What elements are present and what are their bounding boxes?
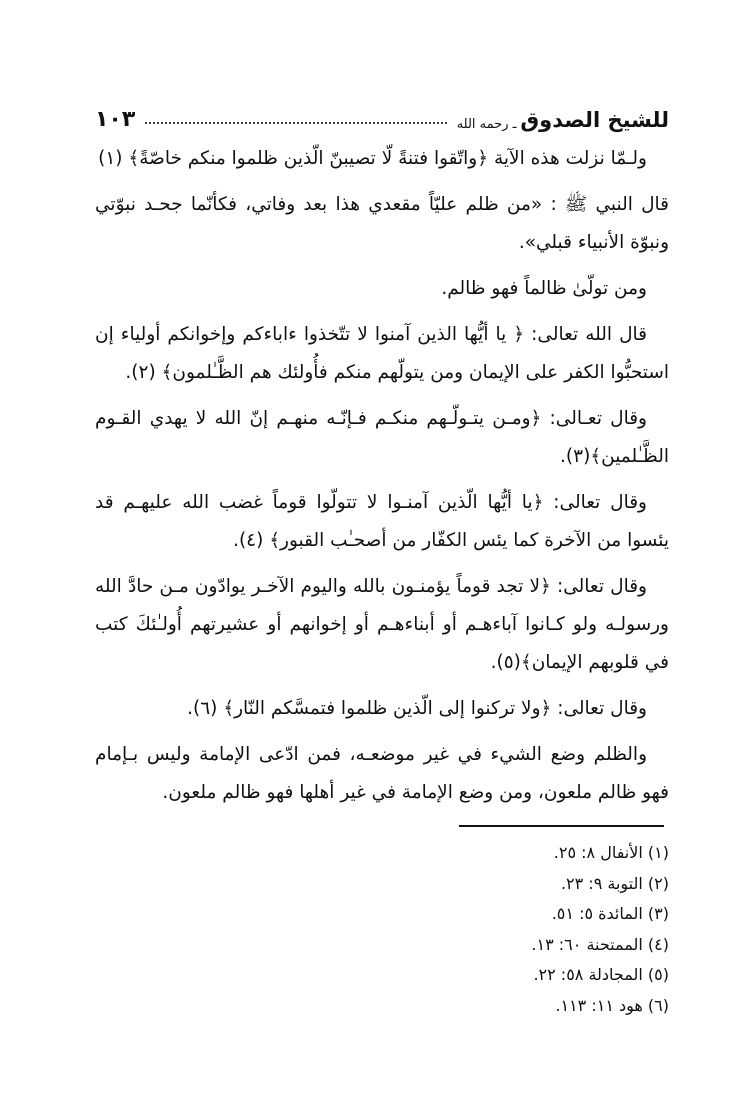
main-text — [95, 140, 669, 820]
paragraph: ولـمّا نزلت هذه الآية ﴿واتّقوا فتنةً لّا تصيبنّ الّذين ظلموا منكم خاصّةً﴾ (١) — [98, 148, 647, 169]
author-honorific: ـ رحمه الله — [456, 117, 517, 132]
footnote: (٣) المائدة ٥: ٥١. — [551, 904, 669, 923]
footnote: (٦) هود ١١: ١١٣. — [555, 995, 669, 1015]
paragraph: ومن تولّىٰ ظالماً فهو ظالم. — [441, 278, 647, 299]
paragraph: قال الله تعالى: ﴿ يا أيُّها الذين آمنوا لا تتّخذوا ءاباءكم وإخوانكم أولياء إن استحبُّوا الكفر على الإيمان ومن يتولّهم منكم فأُولئك هم الظَّـٰلمون﴾ (٢). — [95, 324, 669, 383]
running-header — [95, 98, 669, 132]
header-dotted-leader — [145, 122, 446, 124]
footnote: (٢) التوبة ٩: ٢٣. — [560, 873, 669, 893]
page-number: ١٠٣ — [95, 107, 136, 132]
footnote: (١) الأنفال ٨: ٢٥. — [553, 843, 669, 862]
paragraph: والظلم وضع الشيء في غير موضعـه، فمن ادّعى الإمامة وليس بـإمام فهو ظالم ملعون، ومن وضع الإمامة في غير أهلها فهو ظالم ملعون. — [95, 744, 669, 803]
paragraph: وقال تعـالى: ﴿ومـن يتـولّـهم منكـم فـإنّـه منهـم إنّ الله لا يهدي القـوم الظَّـٰلمين﴾(٣). — [95, 408, 669, 467]
footnote: (٤) الممتحنة ٦٠: ١٣. — [531, 934, 669, 954]
paragraph: وقال تعالى: ﴿ولا تركنوا إلى الّذين ظلموا فتمسَّكم النّار﴾ (٦). — [187, 698, 647, 719]
paragraph: قال النبي ﷺ : «من ظلم عليّاً مقعدي هذا بعد وفاتي، فكأنّما جحـد نبوّتي ونبوّة الأنبياء قبلي». — [95, 194, 669, 253]
footnotes — [419, 838, 669, 1021]
book-title: للشيخ الصدوق — [520, 108, 669, 132]
paragraph: وقال تعالى: ﴿يا أيُّها الّذين آمنـوا لا تتولّوا قوماً غضب الله عليهـم قد يئسوا من الآخرة كما يئس الكفّار من أصحـٰب القبور﴾ (٤). — [95, 492, 669, 551]
paragraph: وقال تعالى: ﴿لا تجد قوماً يؤمنـون بالله واليوم الآخـر يوادّون مـن حادَّ الله ورسولـه ولو كـانوا آباءهـم أو أبناءهـم أو إخوانهم أو عشيرتهم أُولـٰئكَ كتب في قلوبهم الإيمان﴾(٥). — [95, 576, 669, 673]
footnote-separator — [459, 825, 664, 827]
footnote: (٥) المجادلة ٥٨: ٢٢. — [533, 965, 669, 984]
